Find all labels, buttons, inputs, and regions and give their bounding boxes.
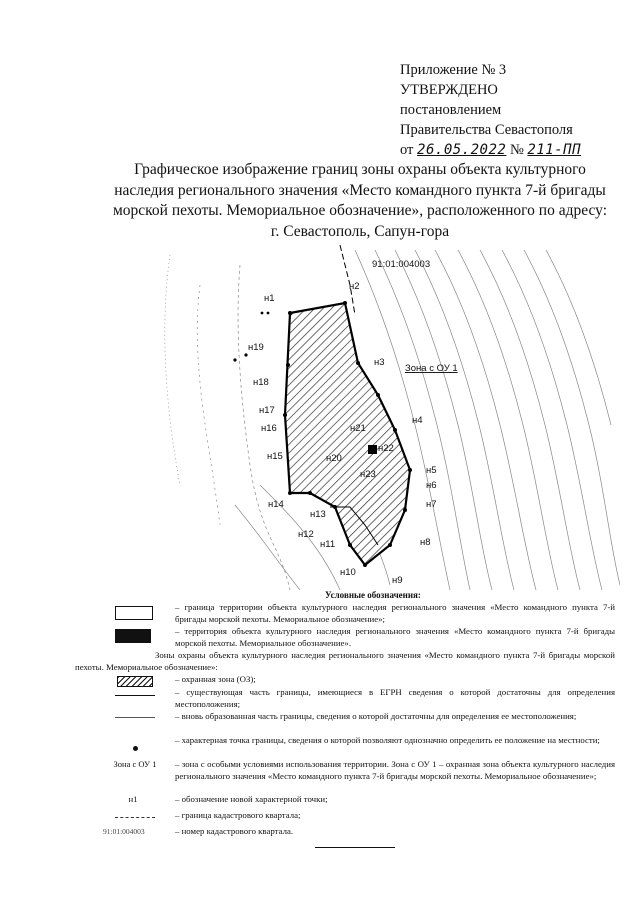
point-label: н2 <box>349 281 360 292</box>
point-label: н14 <box>268 499 284 510</box>
cadastral-number: 91:01:004003 <box>372 259 431 270</box>
monument-territory <box>368 445 377 454</box>
point-id-symbol: н1 <box>128 794 138 804</box>
legend-text: Зоны охраны объекта культурного наследия регионального значения «Место командного пункта 7-й бригады морской пехоты. Мемориальное обозначение»: <box>75 650 615 672</box>
point-label: н19 <box>248 342 264 353</box>
date-number-line <box>400 140 630 160</box>
point-label: н11 <box>320 539 336 550</box>
cadastral-line-symbol <box>115 817 155 818</box>
boundary-map <box>140 245 620 590</box>
new-boundary-symbol <box>115 717 155 718</box>
document-title <box>110 160 610 242</box>
hatch-symbol <box>117 676 153 687</box>
legend-text: – зона с особыми условиями использования территории. Зона с ОУ 1 – охранная зона объекта культурного наследия регионального значения «Место командного пункта 7-й бригады морской пехоты. Мемориальное обозначение»; <box>175 759 615 781</box>
date-prefix: от <box>400 142 414 158</box>
government-label: Правительства Севастополя <box>400 122 573 138</box>
point-label: н21 <box>350 423 366 434</box>
legend-text: – существующая часть границы, имеющиеся в ЕГРН сведения о которой достаточны для определения местоположения; <box>175 687 615 709</box>
legend-text: – характерная точка границы, сведения о которой позволяют однозначно определить ее положение на местности; <box>175 735 600 745</box>
point-label: н7 <box>426 499 437 510</box>
legend-text: – обозначение новой характерной точки; <box>175 794 328 804</box>
point-label: н3 <box>374 357 385 368</box>
legend-row <box>75 650 615 673</box>
point-label: н1 <box>264 293 275 304</box>
legend-title: Условные обозначения: <box>325 590 421 600</box>
point-label: н4 <box>412 415 423 426</box>
title-line-3: морской пехоты. Мемориальное обозначение», расположенного по адресу: <box>112 202 608 219</box>
approval-header <box>400 60 630 160</box>
bottom-rule <box>315 847 395 848</box>
boundary-symbol <box>115 606 153 620</box>
point-label: н18 <box>253 377 269 388</box>
point-label: н22 <box>378 443 394 454</box>
annex-number: Приложение № 3 <box>400 62 507 78</box>
legend-text: – вновь образованная часть границы, сведения о которой достаточны для определения ее местоположения; <box>175 711 577 721</box>
number-prefix: № <box>509 142 524 158</box>
zone-label: Зона с ОУ 1 <box>405 363 458 374</box>
point-label: н8 <box>420 537 431 548</box>
title-line-1: Графическое изображение границ зоны охраны объекта культурного <box>134 161 586 178</box>
legend-text: – граница кадастрового квартала; <box>175 810 301 820</box>
legend-text: – граница территории объекта культурного наследия регионального значения «Место командного пункта 7-й бригады морской пехоты. Мемориальное обозначение»; <box>175 602 615 624</box>
title-line-2: наследия регионального значения «Место командного пункта 7-й бригады <box>114 181 606 199</box>
territory-symbol <box>115 629 151 643</box>
resolution-label: постановлением <box>400 102 502 118</box>
point-label: н10 <box>340 567 356 578</box>
legend-text: – номер кадастрового квартала. <box>175 826 294 836</box>
resolution-number: 211-ПП <box>527 142 581 158</box>
point-label: н16 <box>261 423 277 434</box>
point-label: н13 <box>310 509 326 520</box>
point-label: н20 <box>326 453 342 464</box>
point-label: н9 <box>392 575 403 586</box>
point-label: н23 <box>360 469 376 480</box>
zone-symbol: Зона с ОУ 1 <box>113 759 157 769</box>
point-label: н15 <box>267 451 283 462</box>
cadastral-number-symbol: 91:01:004003 <box>103 827 145 836</box>
point-label: н12 <box>298 529 314 540</box>
legend-text: – территория объекта культурного наследия регионального значения «Место командного пункта 7-й бригады морской пехоты. Мемориальное обозначение». <box>175 626 615 648</box>
approved-label: УТВЕРЖДЕНО <box>400 82 498 98</box>
point-symbol <box>133 746 138 751</box>
resolution-date: 26.05.2022 <box>417 142 507 158</box>
existing-boundary-symbol <box>115 695 155 696</box>
point-label: н17 <box>259 405 275 416</box>
point-label: н6 <box>426 480 437 491</box>
legend-text: – охранная зона (ОЗ); <box>175 674 256 684</box>
title-line-4: г. Севастополь, Сапун-гора <box>270 222 450 240</box>
point-label: н5 <box>426 465 437 476</box>
